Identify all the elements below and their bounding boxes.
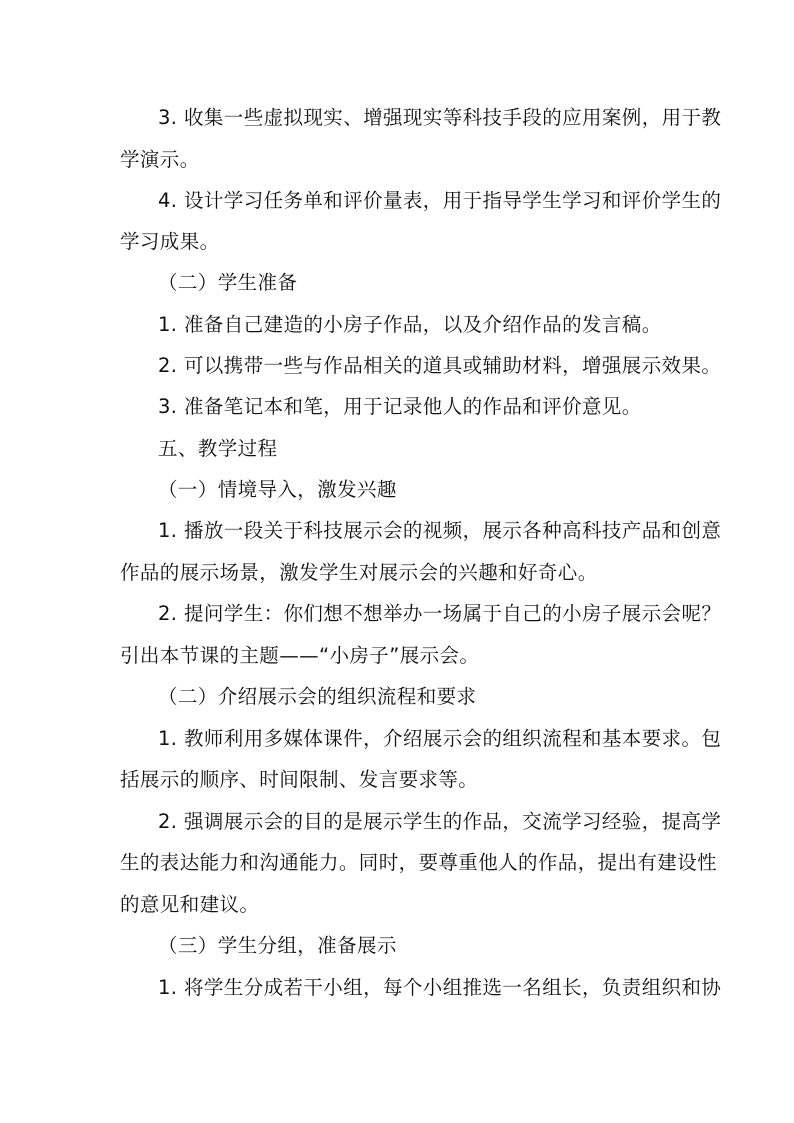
- text-line: 学习成果。: [120, 230, 220, 253]
- text-line: 2. 提问学生：你们想不想举办一场属于自己的小房子展示会呢？: [158, 602, 722, 625]
- text-line: 1. 教师利用多媒体课件，介绍展示会的组织流程和基本要求。包: [158, 727, 722, 750]
- text-line: 1. 播放一段关于科技展示会的视频，展示各种高科技产品和创意: [158, 519, 722, 542]
- text-line: 3. 收集一些虚拟现实、增强现实等科技手段的应用案例，用于教: [158, 106, 722, 129]
- text-line: 括展示的顺序、时间限制、发言要求等。: [120, 768, 479, 791]
- section-heading: 五、教学过程: [158, 437, 278, 460]
- text-line: 引出本节课的主题——“小房子”展示会。: [120, 644, 480, 667]
- text-line: 1. 将学生分成若干小组，每个小组推选一名组长，负责组织和协: [158, 976, 722, 999]
- section-heading: （一）情境导入，激发兴趣: [158, 478, 397, 501]
- text-line: 的意见和建议。: [120, 893, 260, 916]
- section-heading: （二）介绍展示会的组织流程和要求: [158, 685, 477, 708]
- text-line: 学演示。: [120, 148, 200, 171]
- text-line: 作品的展示场景，激发学生对展示会的兴趣和好奇心。: [120, 561, 598, 584]
- text-line: 2. 可以携带一些与作品相关的道具或辅助材料，增强展示效果。: [158, 354, 722, 377]
- text-line: 2. 强调展示会的目的是展示学生的作品，交流学习经验，提高学: [158, 810, 722, 833]
- section-heading: （二）学生准备: [158, 271, 298, 294]
- text-line: 1. 准备自己建造的小房子作品，以及介绍作品的发言稿。: [158, 313, 662, 336]
- section-heading: （三）学生分组，准备展示: [158, 934, 397, 957]
- text-line: 3. 准备笔记本和笔，用于记录他人的作品和评价意见。: [158, 395, 642, 418]
- text-line: 生的表达能力和沟通能力。同时，要尊重他人的作品，提出有建设性: [120, 851, 718, 874]
- text-line: 4. 设计学习任务单和评价量表，用于指导学生学习和评价学生的: [158, 189, 722, 212]
